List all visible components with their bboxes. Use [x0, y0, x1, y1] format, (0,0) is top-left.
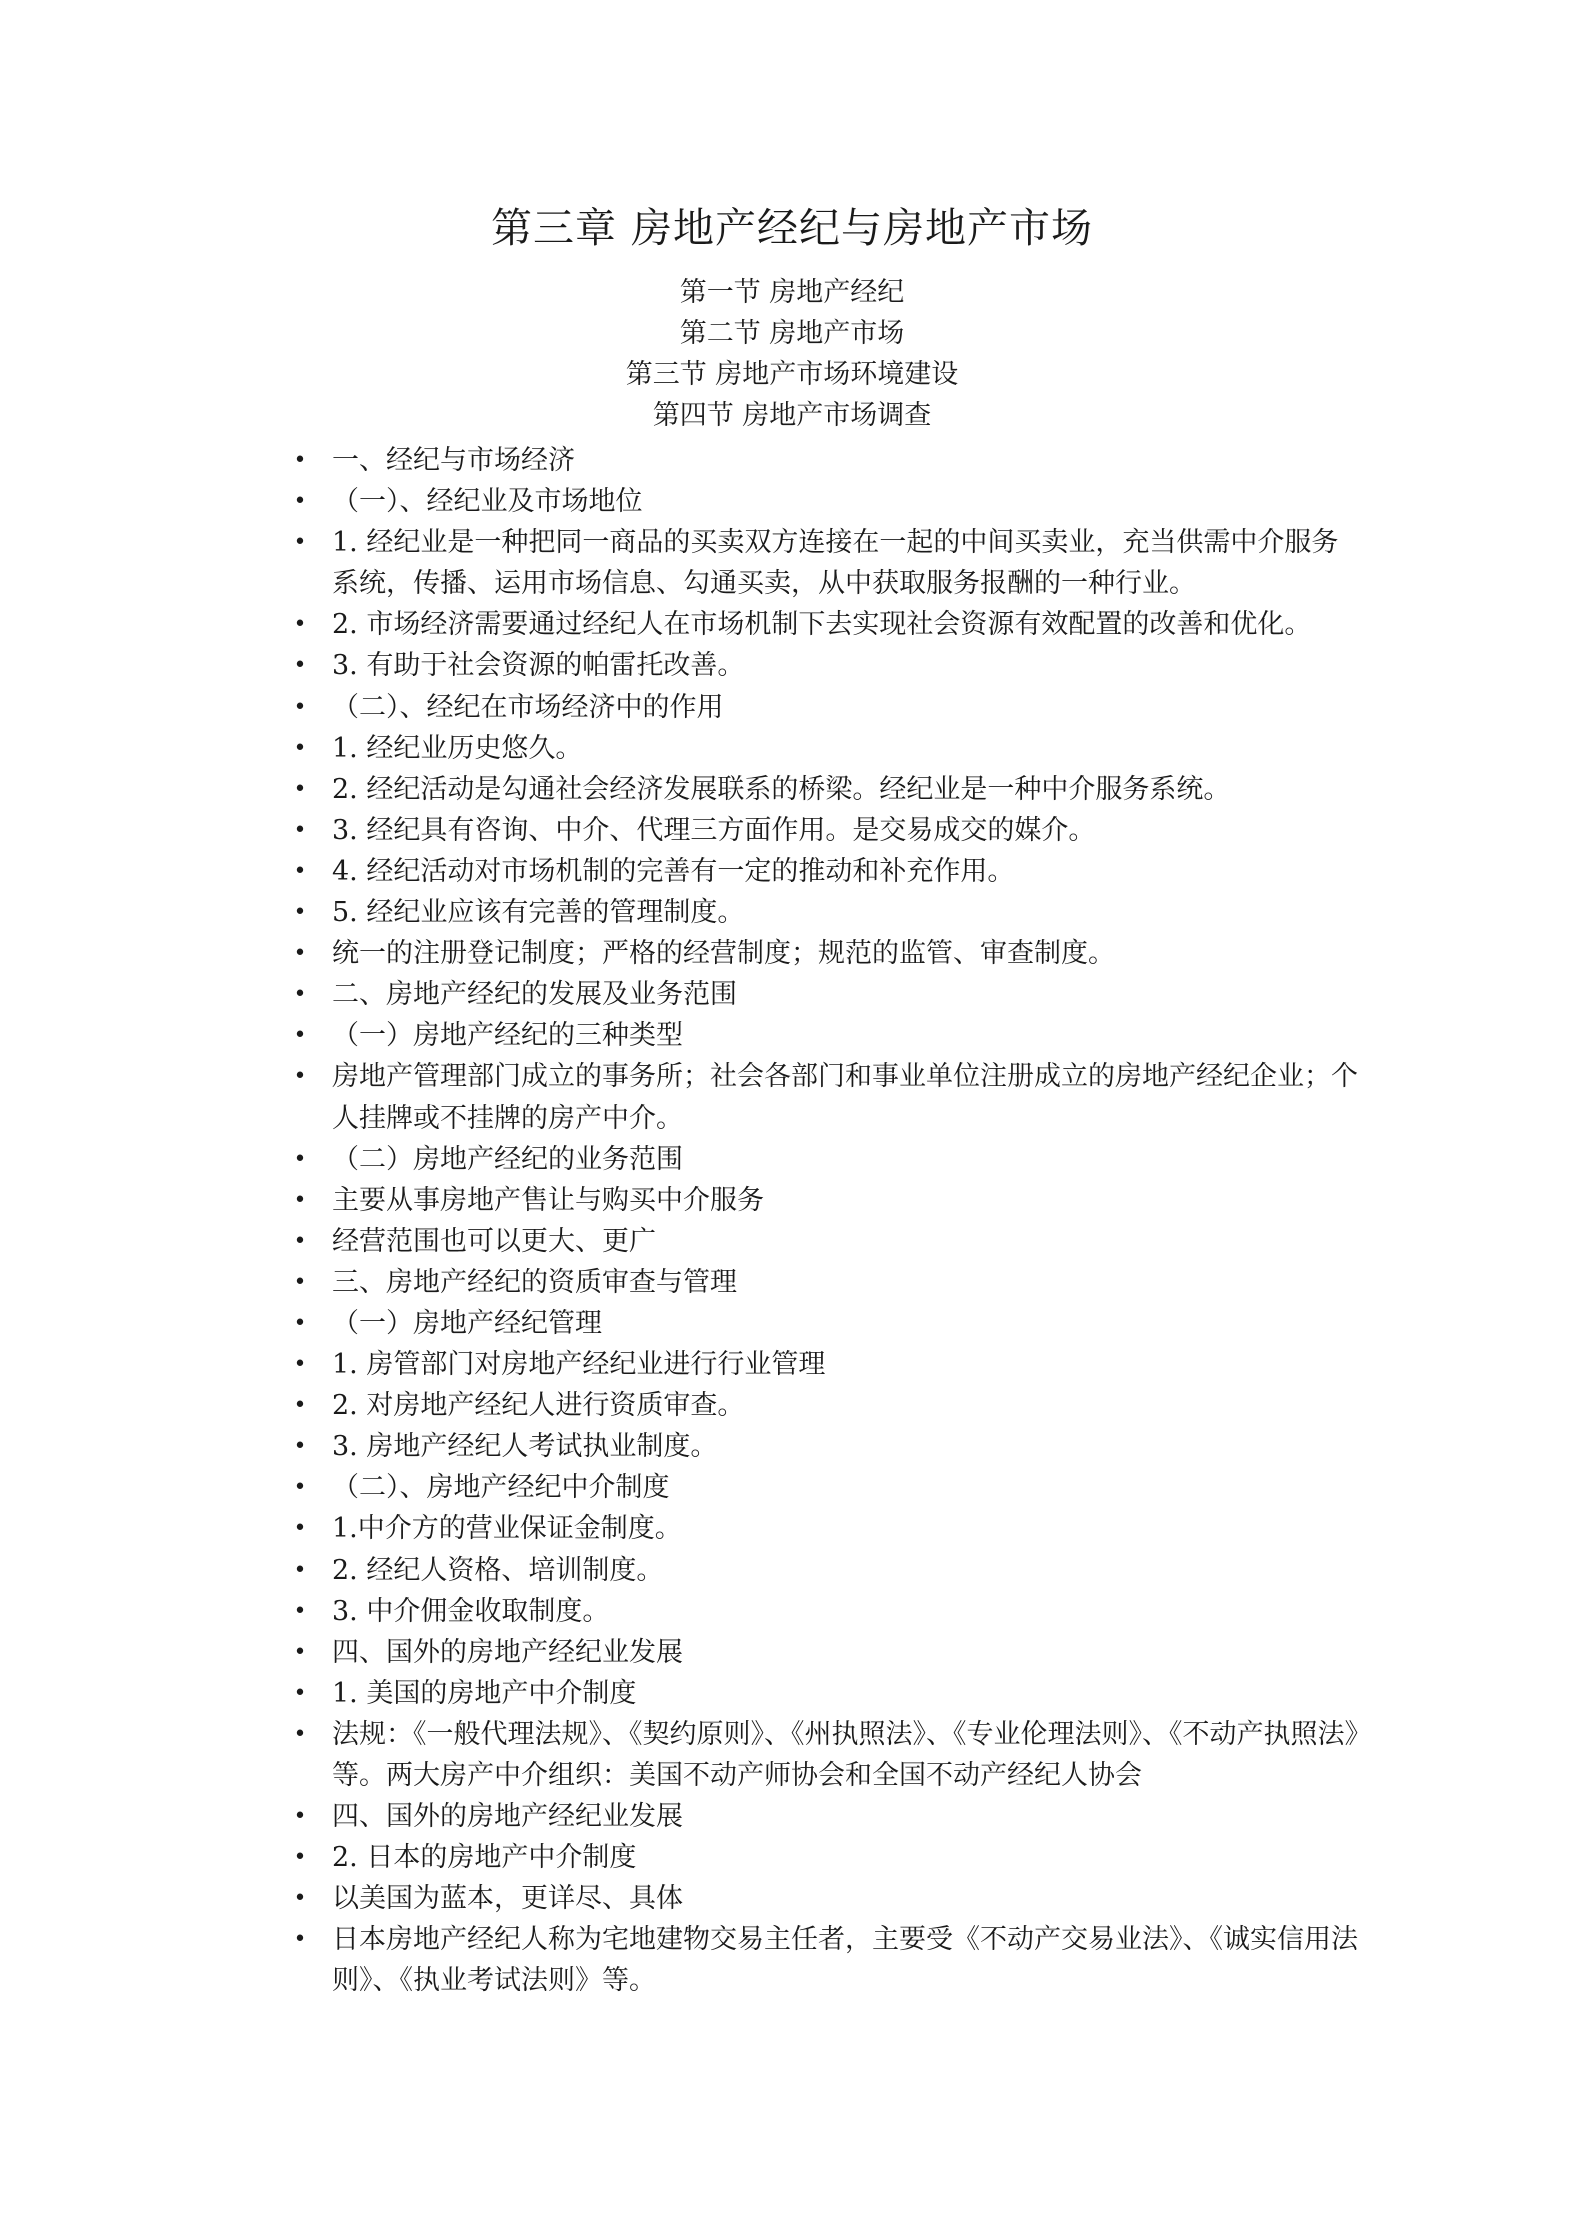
- list-item: [282, 481, 1362, 522]
- bullet-icon: •: [293, 1064, 307, 1090]
- list-item: [282, 604, 1362, 645]
- list-item-text: （一）房地产经纪管理: [332, 1307, 602, 1339]
- bullet-icon: •: [293, 982, 307, 1008]
- bullet-icon: •: [293, 653, 307, 679]
- bullet-icon: •: [293, 1680, 307, 1706]
- list-item: [282, 1796, 1362, 1837]
- bullet-icon: •: [293, 858, 307, 884]
- list-item: [282, 440, 1362, 481]
- list-item-text: 日本房地产经纪人称为宅地建物交易主任者，主要受《不动产交易业法》、《诚实信用法则》、《执业考试法则》等。: [332, 1924, 1358, 1997]
- bullet-icon: •: [293, 1475, 307, 1501]
- list-item-text: 二、房地产经纪的发展及业务范围: [332, 979, 737, 1011]
- bullet-icon: •: [293, 1393, 307, 1419]
- list-item-text: 1. 经纪业历史悠久。: [332, 732, 583, 764]
- bullet-icon: •: [293, 776, 307, 802]
- list-item: [282, 1056, 1362, 1138]
- list-item: [282, 1878, 1362, 1919]
- section-heading-4: 第四节 房地产市场调查: [652, 400, 932, 431]
- list-item-text: 5. 经纪业应该有完善的管理制度。: [332, 897, 745, 929]
- list-item: [282, 1139, 1362, 1180]
- bullet-icon: •: [293, 1721, 307, 1747]
- bullet-icon: •: [293, 1310, 307, 1336]
- list-item-text: 3. 中介佣金收取制度。: [332, 1595, 610, 1627]
- bullet-icon: •: [293, 900, 307, 926]
- list-item: [282, 1632, 1362, 1673]
- list-item: [282, 687, 1362, 728]
- list-item-text: 3. 有助于社会资源的帕雷托改善。: [332, 650, 745, 682]
- list-item-text: 房地产管理部门成立的事务所；社会各部门和事业单位注册成立的房地产经纪企业；个人挂牌或不挂牌的房产中介。: [332, 1061, 1358, 1134]
- list-item-text: 1. 房管部门对房地产经纪业进行行业管理: [332, 1349, 826, 1381]
- bullet-icon: •: [293, 1023, 307, 1049]
- list-item: [282, 769, 1362, 810]
- list-item-text: （二）、经纪在市场经济中的作用: [332, 691, 724, 723]
- list-item-text: 2. 经纪活动是勾通社会经济发展联系的桥梁。经纪业是一种中介服务系统。: [332, 773, 1231, 805]
- bullet-icon: •: [293, 1146, 307, 1172]
- list-item-text: 1. 美国的房地产中介制度: [332, 1677, 637, 1709]
- bullet-icon: •: [293, 941, 307, 967]
- list-item: [282, 1221, 1362, 1262]
- list-item-text: 统一的注册登记制度；严格的经营制度；规范的监管、审查制度。: [332, 938, 1115, 970]
- list-item-text: （二）、房地产经纪中介制度: [332, 1472, 670, 1504]
- list-item: [282, 1508, 1362, 1549]
- list-item-text: 1. 经纪业是一种把同一商品的买卖双方连接在一起的中间买卖业，充当供需中介服务系统，传播、运用市场信息、勾通买卖，从中获取服务报酬的一种行业。: [332, 527, 1339, 600]
- bullet-icon: •: [293, 612, 307, 638]
- list-item-text: 四、国外的房地产经纪业发展: [332, 1636, 683, 1668]
- list-item-text: 3. 经纪具有咨询、中介、代理三方面作用。是交易成交的媒介。: [332, 814, 1096, 846]
- list-item-text: （一）房地产经纪的三种类型: [332, 1020, 683, 1052]
- list-item: [282, 1714, 1362, 1796]
- bullet-icon: •: [293, 694, 307, 720]
- list-item-text: 3. 房地产经纪人考试执业制度。: [332, 1431, 718, 1463]
- list-item-text: 经营范围也可以更大、更广: [332, 1225, 656, 1257]
- bullet-icon: •: [293, 735, 307, 761]
- section-heading-2: 第二节 房地产市场: [679, 318, 905, 349]
- bullet-icon: •: [293, 1434, 307, 1460]
- list-item: [282, 1180, 1362, 1221]
- bullet-icon: •: [293, 1927, 307, 1953]
- list-item: [282, 851, 1362, 892]
- list-item: [282, 645, 1362, 686]
- list-item: [282, 974, 1362, 1015]
- bullet-icon: •: [293, 1886, 307, 1912]
- bullet-icon: •: [293, 448, 307, 473]
- list-item: [282, 1673, 1362, 1714]
- bullet-icon: •: [293, 489, 307, 515]
- bullet-icon: •: [293, 1228, 307, 1254]
- list-item: [282, 1385, 1362, 1426]
- list-item-text: （二）房地产经纪的业务范围: [332, 1143, 683, 1175]
- list-item-text: 法规：《一般代理法规》、《契约原则》、《州执照法》、《专业伦理法则》、《不动产执照法》等。两大房产中介组织：美国不动产师协会和全国不动产经纪人协会: [332, 1718, 1358, 1791]
- list-item: [282, 1837, 1362, 1878]
- list-item-text: 一、经纪与市场经济: [332, 445, 575, 476]
- list-item: [282, 1426, 1362, 1467]
- bullet-icon: •: [293, 1187, 307, 1213]
- list-item: [282, 728, 1362, 769]
- list-item: [282, 1467, 1362, 1508]
- list-item: [282, 1344, 1362, 1385]
- bullet-icon: •: [293, 817, 307, 843]
- list-item: [282, 1303, 1362, 1344]
- list-item-text: 1.中介方的营业保证金制度。: [332, 1513, 682, 1545]
- list-item: [282, 522, 1362, 604]
- list-item: [282, 1015, 1362, 1056]
- list-item: [282, 1919, 1362, 2001]
- section-heading-1: 第一节 房地产经纪: [679, 277, 905, 308]
- list-item: [282, 810, 1362, 851]
- bullet-icon: •: [293, 1352, 307, 1378]
- list-item: [282, 892, 1362, 933]
- chapter-title: 第三章 房地产经纪与房地产市场: [490, 204, 1094, 252]
- list-item-text: 2. 市场经济需要通过经纪人在市场机制下去实现社会资源有效配置的改善和优化。: [332, 609, 1312, 641]
- bullet-icon: •: [293, 1845, 307, 1871]
- list-item-text: 2. 日本的房地产中介制度: [332, 1842, 637, 1874]
- list-item-text: 主要从事房地产售让与购买中介服务: [332, 1184, 764, 1216]
- list-item-text: 4. 经纪活动对市场机制的完善有一定的推动和补充作用。: [332, 855, 1015, 887]
- bullet-icon: •: [293, 530, 307, 556]
- bullet-icon: •: [293, 1598, 307, 1624]
- list-item-text: （一）、经纪业及市场地位: [332, 486, 643, 518]
- list-item-text: 三、房地产经纪的资质审查与管理: [332, 1266, 737, 1298]
- outline-list: [282, 440, 1362, 2002]
- list-item: [282, 1262, 1362, 1303]
- bullet-icon: •: [293, 1557, 307, 1583]
- bullet-icon: •: [293, 1804, 307, 1830]
- list-item-text: 四、国外的房地产经纪业发展: [332, 1801, 683, 1833]
- list-item-text: 2. 对房地产经纪人进行资质审查。: [332, 1390, 745, 1422]
- list-item: [282, 933, 1362, 974]
- list-item-text: 2. 经纪人资格、培训制度。: [332, 1554, 664, 1586]
- bullet-icon: •: [293, 1516, 307, 1542]
- section-heading-3: 第三节 房地产市场环境建设: [625, 359, 959, 390]
- list-item: [282, 1550, 1362, 1591]
- list-item-text: 以美国为蓝本，更详尽、具体: [332, 1883, 683, 1915]
- bullet-icon: •: [293, 1269, 307, 1295]
- bullet-icon: •: [293, 1639, 307, 1665]
- list-item: [282, 1591, 1362, 1632]
- section-list: [0, 272, 1584, 436]
